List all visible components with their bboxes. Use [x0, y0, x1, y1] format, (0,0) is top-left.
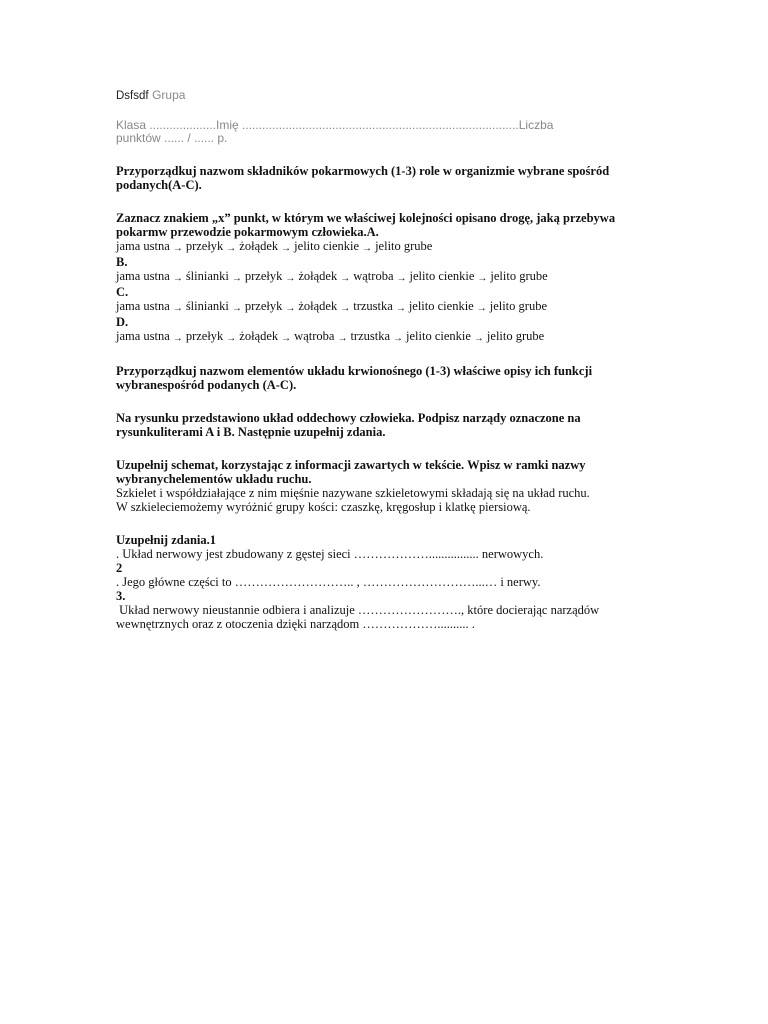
task-6-sentence-2: . Jego główne części to ……………………….. , ………………………...… i nerwy. [116, 575, 541, 589]
punkty-line: punktów ...... / ...... p. [116, 131, 228, 145]
task-4-line1: Na rysunku przedstawiono układ oddechowy człowieka. Podpisz narządy oznaczone na [116, 411, 581, 425]
arrow-right-icon: → [281, 243, 292, 254]
document-header [116, 88, 646, 103]
task-3-line2: wybranespośród podanych (A-C). [116, 378, 297, 392]
option-step: jelito grube [490, 269, 548, 283]
arrow-right-icon: → [393, 333, 404, 344]
option-step: ślinianki [185, 269, 229, 283]
option-step: jama ustna [116, 329, 170, 343]
arrow-right-icon: → [337, 333, 348, 344]
option-step: żołądek [298, 269, 338, 283]
option-step: jelito cienkie [409, 269, 475, 283]
option-step: jama ustna [116, 269, 170, 283]
option-c-row [116, 299, 646, 315]
task-2 [116, 211, 646, 239]
option-d-row [116, 329, 646, 345]
arrow-right-icon: → [281, 333, 292, 344]
option-step: ślinianki [185, 299, 229, 313]
klasa-imie-line: Klasa ....................Imię ...................................................................................Liczba [116, 118, 554, 132]
arrow-right-icon: → [231, 303, 242, 314]
option-step: jelito grube [375, 239, 433, 253]
option-b-label: B. [116, 255, 128, 269]
task-2-line1: Zaznacz znakiem „x” punkt, w którym we właściwej kolejności opisano drogę, jaką przebywa [116, 211, 616, 225]
arrow-right-icon: → [395, 303, 406, 314]
task-5 [116, 458, 646, 486]
arrow-right-icon: → [476, 303, 487, 314]
task-5-line1: Uzupełnij schemat, korzystając z informacji zawartych w tekście. Wpisz w ramki nazwy [116, 458, 586, 472]
option-step: jama ustna [116, 299, 170, 313]
arrow-right-icon: → [340, 273, 351, 284]
task-1 [116, 164, 646, 192]
arrow-right-icon: → [226, 333, 237, 344]
task-4 [116, 411, 646, 439]
arrow-right-icon: → [231, 273, 242, 284]
arrow-right-icon: → [172, 333, 183, 344]
arrow-right-icon: → [285, 303, 296, 314]
option-step: przełyk [244, 299, 283, 313]
arrow-right-icon: → [362, 243, 373, 254]
task-3-line1: Przyporządkuj nazwom elementów układu krwionośnego (1-3) właściwe opisy ich funkcji [116, 364, 593, 378]
option-step: żołądek [298, 299, 338, 313]
option-step: przełyk [185, 239, 224, 253]
option-step: przełyk [244, 269, 283, 283]
option-a-row [116, 239, 646, 255]
document-page [116, 86, 646, 631]
option-step: jelito cienkie [294, 239, 360, 253]
task-6-sentence-3-line1: Układ nerwowy nieustannie odbiera i analizuje ……………………., które docierając narządów [116, 603, 600, 617]
option-step: żołądek [239, 239, 279, 253]
arrow-right-icon: → [172, 303, 183, 314]
arrow-right-icon: → [172, 243, 183, 254]
task-6-sentence-1: . Układ nerwowy jest zbudowany z gęstej sieci ………………................ nerwowych. [116, 547, 544, 561]
grupa-label: Grupa [152, 88, 186, 102]
student-info-fields [116, 119, 646, 145]
task-5-line2: wybranychelementów układu ruchu. [116, 472, 312, 486]
task-6-number-3: 3. [116, 589, 126, 603]
option-step: jelito cienkie [406, 329, 471, 343]
arrow-right-icon: → [226, 243, 237, 254]
arrow-right-icon: → [285, 273, 296, 284]
task-3 [116, 364, 646, 392]
option-step: trzustka [350, 329, 391, 343]
option-step: przełyk [185, 329, 224, 343]
arrow-right-icon: → [340, 303, 351, 314]
arrow-right-icon: → [396, 273, 407, 284]
brand-text: Dsfsdf [116, 90, 149, 102]
option-step: trzustka [353, 299, 393, 313]
task-4-line2: rysunkuliterami A i B. Następnie uzupełnij zdania. [116, 425, 386, 439]
option-step: wątroba [294, 329, 335, 343]
option-step: jelito grube [489, 299, 547, 313]
task-6-number-2: 2 [116, 561, 123, 575]
arrow-right-icon: → [477, 273, 488, 284]
option-b-row [116, 269, 646, 285]
task-2-line2: pokarmw przewodzie pokarmowym człowieka.A. [116, 225, 379, 239]
task-5-text2: W szkieleciemożemy wyróżnić grupy kości: czaszkę, kręgosłup i klatkę piersiową. [116, 500, 531, 514]
option-step: wątroba [353, 269, 394, 283]
task-6-sentence-3-line2: wewnętrznych oraz z otoczenia dzięki narządom ……………….......... . [116, 617, 475, 631]
arrow-right-icon: → [473, 333, 484, 344]
arrow-right-icon: → [172, 273, 183, 284]
option-step: jelito cienkie [408, 299, 474, 313]
task-6-title: Uzupełnij zdania.1 [116, 533, 217, 547]
option-step: jelito grube [486, 329, 545, 343]
option-c-label: C. [116, 285, 129, 299]
task-1-text: Przyporządkuj nazwom składników pokarmowych (1-3) role w organizmie wybrane spośród podanych(A-C). [116, 164, 610, 192]
task-5-text1: Szkielet i współdziałające z nim mięśnie nazywane szkieletowymi składają się na układ ruchu. [116, 486, 590, 500]
option-step: żołądek [239, 329, 279, 343]
option-step: jama ustna [116, 239, 170, 253]
option-d-label: D. [116, 315, 129, 329]
